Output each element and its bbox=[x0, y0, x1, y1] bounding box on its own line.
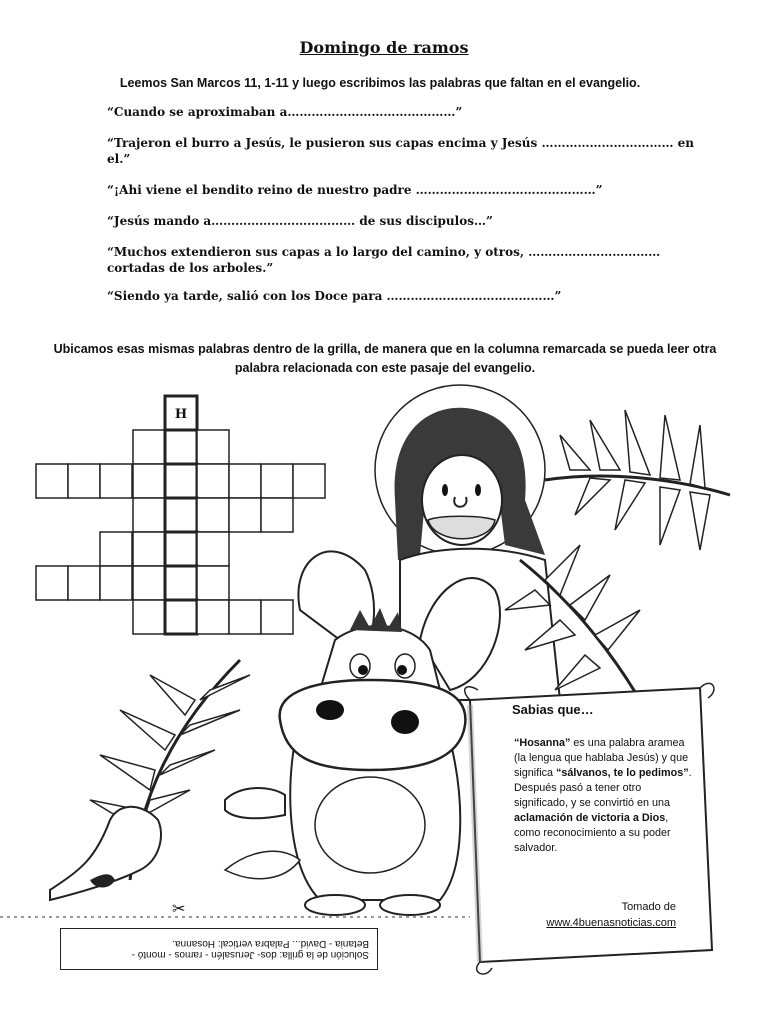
gospel-line-4: “Jesús mando a……………………………… de sus discipulos…” bbox=[107, 214, 493, 228]
instruction-read-gospel: Leemos San Marcos 11, 1-11 y luego escribimos las palabras que faltan en el evangelio. bbox=[119, 76, 641, 90]
grid-highlight-letter: H bbox=[174, 407, 188, 422]
gospel-line-5: “Muchos extendieron sus capas a lo largo del camino, y otros, …………………………… cortadas de los arboles.” bbox=[107, 245, 661, 275]
palm-branch-right-icon bbox=[545, 410, 730, 550]
jesus-foot-icon bbox=[225, 788, 285, 818]
callout-word: “Hosanna” bbox=[514, 737, 571, 749]
gospel-line-2: “Trajeron el burro a Jesús, le pusieron sus capas encima y Jesús …………………………… en el.” bbox=[107, 136, 694, 166]
callout-body bbox=[514, 736, 696, 856]
grid-solution-box bbox=[60, 928, 378, 970]
callout-text-1: es una palabra aramea (la lengua que hablaba Jesús) y que significa bbox=[514, 737, 689, 779]
callout-acclaim: aclamación de victoria a Dios bbox=[514, 812, 666, 824]
page-title: Domingo de ramos bbox=[299, 38, 469, 57]
scissor-icon: ✂ bbox=[172, 899, 186, 918]
callout-credit: Tomado de bbox=[621, 901, 676, 913]
crossword-grid bbox=[36, 396, 325, 634]
solution-line-1: Solución de la grilla: dos- Jerusalén - ramos - montó - bbox=[131, 949, 369, 960]
did-you-know-callout bbox=[478, 690, 708, 950]
callout-url-link[interactable]: www.4buenasnoticias.com bbox=[546, 917, 676, 929]
callout-text-2: . Después pasó a tener otro significado, y se convirtió en una bbox=[514, 767, 692, 809]
callout-text-3: , como reconocimiento a su poder salvador. bbox=[514, 812, 671, 854]
callout-meaning: “sálvanos, te lo pedimos” bbox=[556, 767, 689, 779]
gospel-line-6: “Siendo ya tarde, salió con los Doce para ……………………………………” bbox=[107, 289, 562, 303]
gospel-line-3: “¡Ahi viene el bendito reino de nuestro padre ………………………………………” bbox=[107, 183, 603, 197]
instruction-fill-grid: Ubicamos esas mismas palabras dentro de la grilla, de manera que en la columna remarcada se pueda leer otra palabra relacionada con este pasaje del evangelio. bbox=[53, 342, 717, 375]
solution-line-2: Betania - David... Palabra vertical: Hosanna. bbox=[172, 938, 369, 949]
donkey-muzzle-icon bbox=[280, 680, 466, 770]
callout-title: Sabias que… bbox=[512, 702, 594, 717]
gospel-line-1: “Cuando se aproximaban a……………………………………” bbox=[107, 105, 463, 119]
